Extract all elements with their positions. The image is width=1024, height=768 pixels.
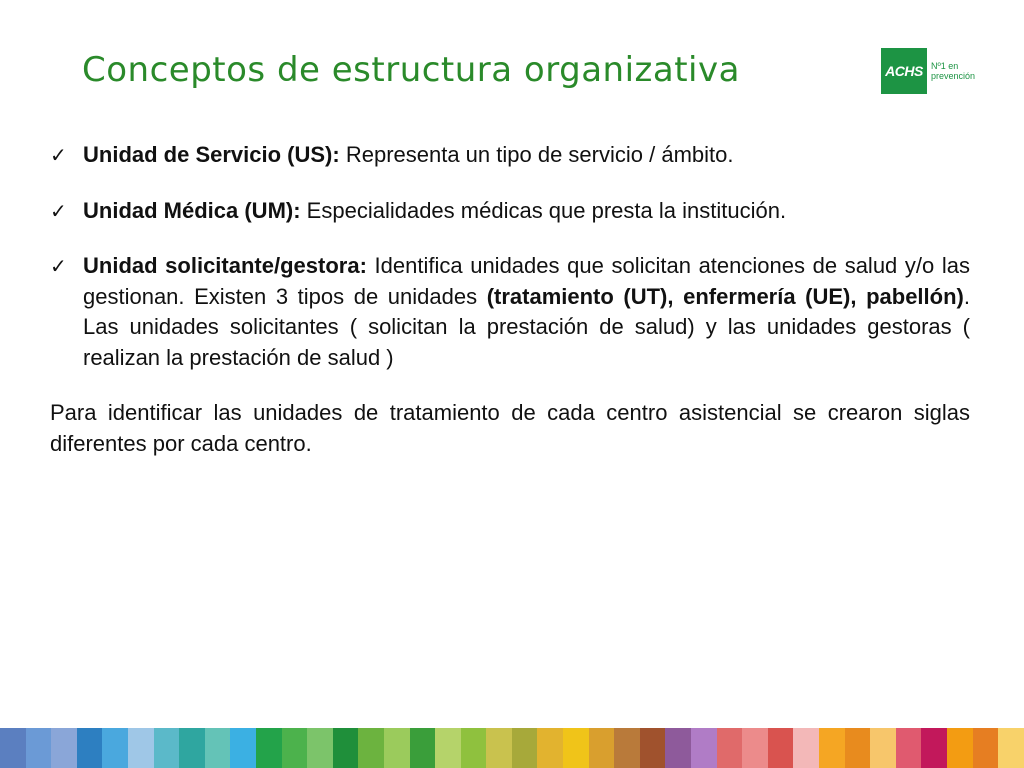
footer-stripe	[384, 728, 410, 768]
footer-stripe	[819, 728, 845, 768]
footer-stripe	[921, 728, 947, 768]
logo-tagline-line2: prevención	[931, 71, 976, 81]
footer-stripe	[563, 728, 589, 768]
footer-stripe	[589, 728, 615, 768]
closing-paragraph: Para identificar las unidades de tratamiento de cada centro asistencial se crearon siglas diferentes por cada centro.	[50, 400, 970, 456]
bullet-unidad-solicitante	[50, 251, 970, 373]
footer-stripe	[51, 728, 77, 768]
footer-stripe	[435, 728, 461, 768]
footer-stripe	[486, 728, 512, 768]
footer-color-stripes	[0, 728, 1024, 768]
bullet-unidad-medica	[50, 196, 970, 227]
footer-stripe	[845, 728, 871, 768]
logo-tagline-line1: Nº1 en	[931, 61, 959, 71]
footer-stripe	[665, 728, 691, 768]
footer-stripe	[537, 728, 563, 768]
bullet-term: Unidad solicitante/gestora:	[83, 253, 367, 278]
checkmark-icon: ✓	[50, 198, 67, 223]
footer-stripe	[793, 728, 819, 768]
checkmark-icon: ✓	[50, 254, 67, 278]
footer-stripe	[742, 728, 768, 768]
slide-body	[50, 140, 970, 459]
footer-stripe	[973, 728, 999, 768]
footer-stripe	[26, 728, 52, 768]
footer-stripe	[717, 728, 743, 768]
bullet-term-types: (tratamiento (UT), enfermería (UE), pabellón)	[486, 283, 964, 309]
footer-stripe	[102, 728, 128, 768]
footer-stripe	[512, 728, 538, 768]
bullet-term: Unidad Médica (UM):	[83, 197, 301, 223]
footer-stripe	[358, 728, 384, 768]
bullet-text: Especialidades médicas que presta la institución.	[300, 197, 787, 223]
footer-stripe	[768, 728, 794, 768]
bullet-text-continued: . Las unidades solicitantes ( solicitan la prestación de salud) y las unidades gestoras ( realizan la prestación de salud )	[83, 283, 970, 370]
logo-brand: ACHS	[881, 48, 927, 94]
footer-stripe	[947, 728, 973, 768]
footer-stripe	[410, 728, 436, 768]
footer-stripe	[333, 728, 359, 768]
footer-stripe	[461, 728, 487, 768]
footer-stripe	[691, 728, 717, 768]
bullet-term: Unidad de Servicio (US):	[83, 142, 340, 167]
bullet-unidad-servicio	[50, 140, 970, 171]
logo-tagline	[931, 61, 975, 81]
footer-stripe	[256, 728, 282, 768]
footer-stripe	[614, 728, 640, 768]
bullet-text: Identifica unidades que solicitan atenciones de salud y/o las gestionan. Existen 3 tipos de unidades	[83, 253, 971, 309]
footer-stripe	[205, 728, 231, 768]
slide-title: Conceptos de estructura organizativa	[82, 50, 740, 90]
checkmark-icon: ✓	[50, 143, 67, 167]
footer-stripe	[77, 728, 103, 768]
footer-stripe	[128, 728, 154, 768]
footer-stripe	[307, 728, 333, 768]
footer-stripe	[998, 728, 1024, 768]
achs-logo	[881, 48, 981, 94]
bullet-text: Representa un tipo de servicio / ámbito.	[339, 142, 734, 167]
footer-stripe	[154, 728, 180, 768]
footer-stripe	[870, 728, 896, 768]
footer-stripe	[282, 728, 308, 768]
footer-stripe	[896, 728, 922, 768]
footer-stripe	[230, 728, 256, 768]
footer-stripe	[179, 728, 205, 768]
footer-stripe	[0, 728, 26, 768]
footer-stripe	[640, 728, 666, 768]
